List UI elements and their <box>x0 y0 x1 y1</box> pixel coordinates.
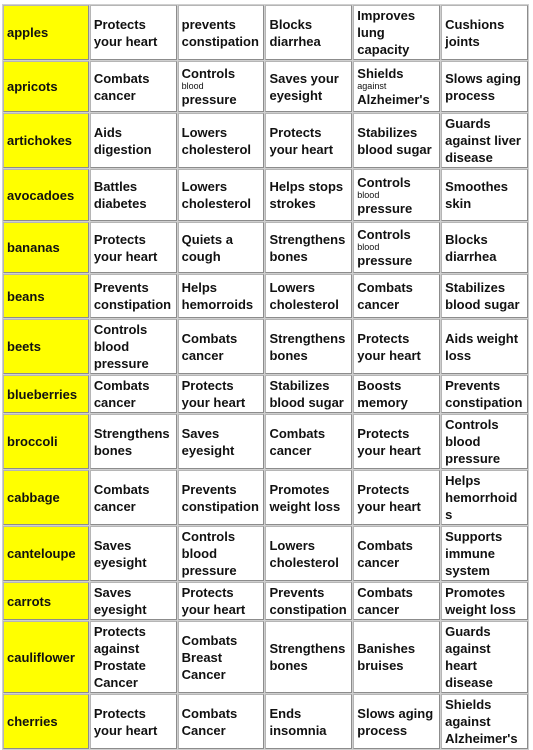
table-row <box>3 582 528 620</box>
food-name-cell: artichokes <box>3 113 89 168</box>
benefit-text-end: pressure <box>181 92 237 107</box>
benefit-cell: Saves eyesight <box>90 526 177 581</box>
benefit-cell: Guards against heart disease <box>441 621 528 693</box>
food-name-cell: cabbage <box>3 470 89 525</box>
benefit-cell: Prevents constipation <box>90 274 177 318</box>
benefit-text-small: blood <box>357 242 380 252</box>
table-row <box>3 375 528 413</box>
benefit-cell: Helps hemorroids <box>178 274 265 318</box>
food-name-cell: beans <box>3 274 89 318</box>
food-name-cell: carrots <box>3 582 89 620</box>
benefit-cell: Aids weight loss <box>441 319 528 374</box>
benefit-cell: Promotes weight loss <box>265 470 352 525</box>
benefit-cell: Battles diabetes <box>90 169 177 221</box>
table-body <box>3 5 528 749</box>
benefit-cell: Strengthens bones <box>265 222 352 273</box>
benefit-cell: Slows aging process <box>353 694 440 749</box>
benefit-cell: Combats Breast Cancer <box>178 621 265 693</box>
benefit-text-small: blood <box>357 189 380 200</box>
benefit-cell: Protects your heart <box>353 470 440 525</box>
benefit-cell: Protects your heart <box>178 582 265 620</box>
food-name-cell: broccoli <box>3 414 89 469</box>
table-row <box>3 414 528 469</box>
table-row <box>3 169 528 221</box>
benefit-cell: Combats cancer <box>90 375 177 413</box>
benefit-cell: Lowers cholesterol <box>178 113 265 168</box>
benefit-cell: Combats cancer <box>90 470 177 525</box>
table-row <box>3 694 528 749</box>
food-name-cell: cherries <box>3 694 89 749</box>
benefit-cell: Helps stops strokes <box>265 169 352 221</box>
benefit-cell: Combats cancer <box>265 414 352 469</box>
benefit-cell: Controls blood pressure <box>90 319 177 374</box>
benefit-cell: Stabilizes blood sugar <box>441 274 528 318</box>
benefit-cell: Shields against Alzheimer's <box>441 694 528 749</box>
benefit-cell: Improves lung capacity <box>353 5 440 60</box>
benefit-cell: Slows aging process <box>441 61 528 112</box>
benefit-cell: Protects your heart <box>353 414 440 469</box>
food-name-cell: apples <box>3 5 89 60</box>
benefit-cell <box>353 222 440 273</box>
benefit-cell: Protects against Prostate Cancer <box>90 621 177 693</box>
benefit-cell: Strengthens bones <box>265 621 352 693</box>
benefit-cell: Controls blood pressure <box>441 414 528 469</box>
benefit-cell: Blocks diarrhea <box>441 222 528 273</box>
food-name-cell: avocadoes <box>3 169 89 221</box>
food-name-cell: cauliflower <box>3 621 89 693</box>
benefit-cell: Boosts memory <box>353 375 440 413</box>
benefit-cell: Prevents constipation <box>441 375 528 413</box>
benefit-cell: Combats Cancer <box>178 694 265 749</box>
benefit-cell: Promotes weight loss <box>441 582 528 620</box>
benefit-cell: Protects your heart <box>90 694 177 749</box>
benefit-cell: Combats cancer <box>90 61 177 112</box>
benefit-cell: Quiets a cough <box>178 222 265 273</box>
benefit-cell <box>353 61 440 112</box>
benefit-cell: Combats cancer <box>353 526 440 581</box>
benefit-cell: Lowers cholesterol <box>265 526 352 581</box>
benefit-text-start: Shields <box>357 66 404 81</box>
benefit-cell: prevents constipation <box>178 5 265 60</box>
benefit-cell <box>178 61 265 112</box>
benefit-cell: Stabilizes blood sugar <box>265 375 352 413</box>
benefit-text-end: pressure <box>357 253 413 268</box>
food-name-cell: bananas <box>3 222 89 273</box>
benefit-cell: Protects your heart <box>178 375 265 413</box>
benefit-cell: Strengthens bones <box>265 319 352 374</box>
table-row <box>3 222 528 273</box>
benefit-cell: Ends insomnia <box>265 694 352 749</box>
benefit-cell: Protects your heart <box>90 5 177 60</box>
benefit-cell <box>353 169 440 221</box>
food-benefits-table <box>2 4 529 750</box>
benefit-cell: Controls blood pressure <box>178 526 265 581</box>
benefit-text-start: Controls <box>357 174 411 190</box>
benefit-cell: Aids digestion <box>90 113 177 168</box>
benefit-text-end: pressure <box>357 200 413 216</box>
food-name-cell: canteloupe <box>3 526 89 581</box>
benefit-cell: Saves eyesight <box>90 582 177 620</box>
page <box>2 4 529 750</box>
benefit-text-end: Alzheimer's <box>357 92 430 107</box>
benefit-cell: Blocks diarrhea <box>265 5 352 60</box>
benefit-cell: Banishes bruises <box>353 621 440 693</box>
benefit-cell: Supports immune system <box>441 526 528 581</box>
benefit-cell: Combats cancer <box>353 274 440 318</box>
benefit-cell: Protects your heart <box>90 222 177 273</box>
benefit-text-small: blood <box>181 81 204 91</box>
benefit-cell: Lowers cholesterol <box>178 169 265 221</box>
benefit-cell: Saves your eyesight <box>265 61 352 112</box>
table-row <box>3 113 528 168</box>
table-row <box>3 621 528 693</box>
food-name-cell: beets <box>3 319 89 374</box>
benefit-cell: Lowers cholesterol <box>265 274 352 318</box>
benefit-cell: Protects your heart <box>353 319 440 374</box>
food-name-cell: blueberries <box>3 375 89 413</box>
benefit-text-start: Controls <box>357 227 411 242</box>
table-row <box>3 470 528 525</box>
table-row <box>3 5 528 60</box>
table-row <box>3 274 528 318</box>
benefit-cell: Protects your heart <box>265 113 352 168</box>
benefit-cell: Combats cancer <box>178 319 265 374</box>
benefit-text-small: against <box>357 81 387 91</box>
benefit-cell: Guards against liver disease <box>441 113 528 168</box>
table-row <box>3 61 528 112</box>
table-row <box>3 319 528 374</box>
table-row <box>3 526 528 581</box>
benefit-cell: Prevents constipation <box>265 582 352 620</box>
benefit-cell: Helps hemorrhoids <box>441 470 528 525</box>
benefit-text-start: Controls <box>181 66 236 81</box>
food-name-cell: apricots <box>3 61 89 112</box>
benefit-cell: Smoothes skin <box>441 169 528 221</box>
benefit-cell: Prevents constipation <box>178 470 265 525</box>
benefit-cell: Cushions joints <box>441 5 528 60</box>
benefit-cell: Strengthens bones <box>90 414 177 469</box>
benefit-cell: Combats cancer <box>353 582 440 620</box>
benefit-cell: Saves eyesight <box>178 414 265 469</box>
benefit-cell: Stabilizes blood sugar <box>353 113 440 168</box>
